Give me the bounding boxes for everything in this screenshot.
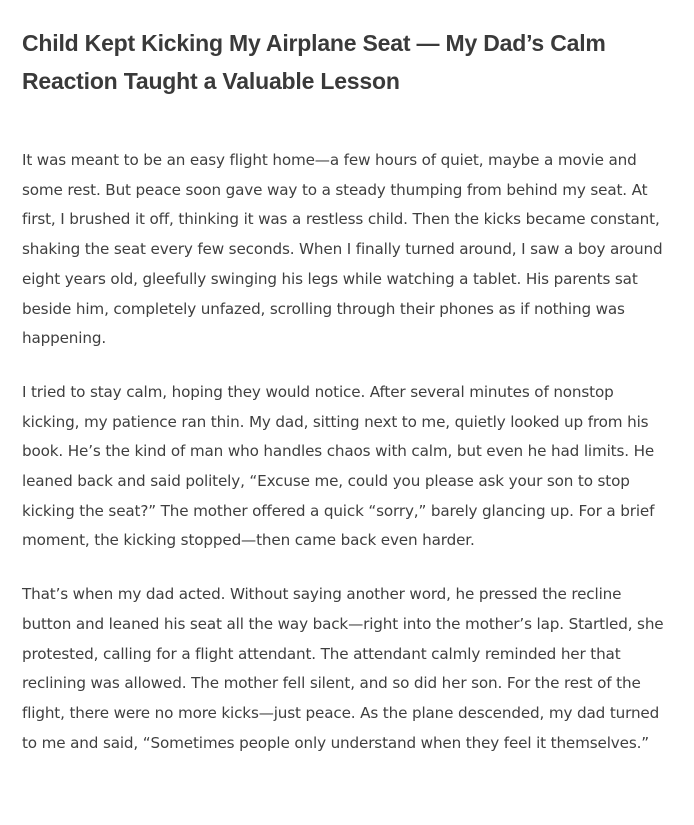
article	[22, 24, 674, 782]
article-paragraph-2: I tried to stay calm, hoping they would notice. After several minutes of nonstop kicking, my patience ran thin. My dad, sitting next to me, quietly looked up from his book. He’s the kind of man who handles chaos with calm, but even he had limits. He leaned back and said politely, “Excuse me, could you please ask your son to stop kicking the seat?” The mother offered a quick “sorry,” barely glancing up. For a brief moment, the kicking stopped—then came back even harder.	[22, 382, 655, 550]
article-paragraph-1: It was meant to be an easy flight home—a few hours of quiet, maybe a movie and some rest. But peace soon gave way to a steady thumping from behind my seat. At first, I brushed it off, thinking it was a restless child. Then the kicks became constant, shaking the seat every few seconds. When I finally turned around, I saw a boy around eight years old, gleefully swinging his legs while watching a tablet. His parents sat beside him, completely unfazed, scrolling through their phones as if nothing was happening.	[22, 151, 663, 348]
article-title: Child Kept Kicking My Airplane Seat — My Dad’s Calm Reaction Taught a Valuable Lesson	[22, 30, 606, 94]
article-paragraph-3: That’s when my dad acted. Without saying another word, he pressed the recline button and leaned his seat all the way back—right into the mother’s lap. Startled, she protested, calling for a flight attendant. The attendant calmly reminded her that reclining was allowed. The mother fell silent, and so did her son. For the rest of the flight, there were no more kicks—just peace. As the plane descended, my dad turned to me and said, “Sometimes people only understand when they feel it themselves.”	[22, 585, 664, 752]
